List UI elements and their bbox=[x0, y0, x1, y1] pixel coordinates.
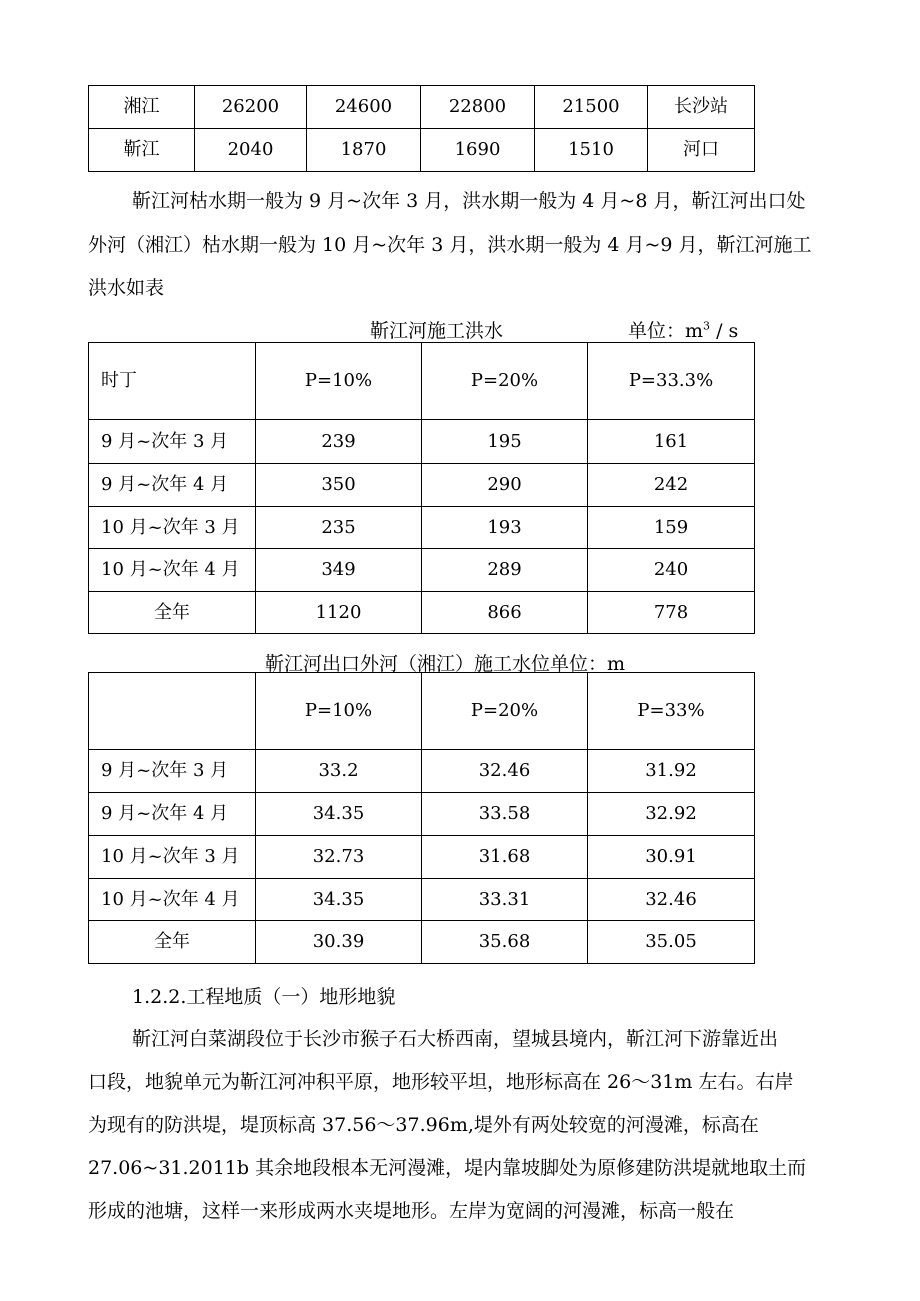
period-cell: 10 月~次年 3 月 bbox=[89, 507, 256, 549]
river-name-cell: 靳江 bbox=[89, 129, 195, 172]
table-row bbox=[89, 129, 755, 172]
table-cell: 349 bbox=[256, 549, 422, 592]
table-cell: 32.73 bbox=[256, 836, 422, 879]
section-heading: 1.2.2.工程地质（一）地形地貌 bbox=[132, 986, 396, 1008]
table-cell: 26200 bbox=[195, 86, 307, 129]
paragraph-line: 口段，地貌单元为靳江河冲积平原，地形较平坦，地形标高在 26～31m 左右。右岸 bbox=[88, 1071, 794, 1093]
table-cell: 33.31 bbox=[422, 879, 588, 921]
paragraph-line: 洪水如表 bbox=[88, 277, 165, 299]
table-cell: 290 bbox=[422, 464, 588, 507]
table-cell: 242 bbox=[588, 464, 755, 507]
table-cell: 235 bbox=[256, 507, 422, 549]
table-cell: 195 bbox=[422, 420, 588, 464]
table-row bbox=[89, 921, 755, 964]
table-construction-flood bbox=[88, 342, 755, 634]
table-cell: 34.35 bbox=[256, 879, 422, 921]
table-cell: 35.05 bbox=[588, 921, 755, 964]
paragraph-line: 外河（湘江）枯水期一般为 10 月~次年 3 月，洪水期一般为 4 月~9 月，靳江河施工 bbox=[88, 234, 812, 256]
table-cell: 240 bbox=[588, 549, 755, 592]
table-row bbox=[89, 464, 755, 507]
paragraph-line: 靳江河白菜湖段位于长沙市猴子石大桥西南，望城县境内，靳江河下游靠近出 bbox=[132, 1028, 779, 1050]
table-cell: 34.35 bbox=[256, 793, 422, 836]
table-cell: 161 bbox=[588, 420, 755, 464]
header-cell: P=10% bbox=[256, 673, 422, 750]
table-cell: 30.91 bbox=[588, 836, 755, 879]
table-cell: 31.68 bbox=[422, 836, 588, 879]
table-cell: 2040 bbox=[195, 129, 307, 172]
table-row bbox=[89, 793, 755, 836]
header-cell: P=33.3% bbox=[588, 343, 755, 420]
table-row bbox=[89, 86, 755, 129]
table-unit: 单位：$m^3$ / s bbox=[628, 319, 739, 342]
table-row bbox=[89, 879, 755, 921]
table-row bbox=[89, 507, 755, 549]
table-cell: 32.92 bbox=[588, 793, 755, 836]
period-cell: 10 月~次年 3 月 bbox=[89, 836, 256, 879]
table-cell: 22800 bbox=[421, 86, 535, 129]
header-cell: 时丁 bbox=[89, 343, 256, 420]
header-cell: P=10% bbox=[256, 343, 422, 420]
table-cell: 778 bbox=[588, 592, 755, 634]
river-name-cell: 湘江 bbox=[89, 86, 195, 129]
table-cell: 21500 bbox=[535, 86, 648, 129]
period-cell: 9 月~次年 3 月 bbox=[89, 750, 256, 793]
table-cell: 1690 bbox=[421, 129, 535, 172]
period-cell: 9 月~次年 3 月 bbox=[89, 420, 256, 464]
table-cell: 1510 bbox=[535, 129, 648, 172]
period-cell: 全年 bbox=[89, 921, 256, 964]
header-cell: P=20% bbox=[422, 343, 588, 420]
table-row bbox=[89, 549, 755, 592]
paragraph-line: 形成的池塘，这样一来形成两水夹堤地形。左岸为宽阔的河漫滩，标高一般在 bbox=[88, 1200, 735, 1222]
table-cell: 24600 bbox=[307, 86, 421, 129]
table-cell: 866 bbox=[422, 592, 588, 634]
table-construction-water-level bbox=[88, 672, 755, 964]
table-header-row bbox=[89, 673, 755, 750]
paragraph-line: 为现有的防洪堤，堤顶标高 37.56～37.96m,堤外有两处较宽的河漫滩，标高在 bbox=[88, 1114, 759, 1136]
table-cell: 1120 bbox=[256, 592, 422, 634]
table-row bbox=[89, 750, 755, 793]
table-cell: 350 bbox=[256, 464, 422, 507]
table-cell: 289 bbox=[422, 549, 588, 592]
table-row bbox=[89, 420, 755, 464]
period-cell: 10 月~次年 4 月 bbox=[89, 549, 256, 592]
paragraph-line: 靳江河枯水期一般为 9 月~次年 3 月，洪水期一般为 4 月~8 月，靳江河出口处 bbox=[132, 190, 806, 212]
table-cell: 1870 bbox=[307, 129, 421, 172]
header-cell: P=33% bbox=[588, 673, 755, 750]
table-cell: 32.46 bbox=[588, 879, 755, 921]
paragraph-line: 27.06~31.2011b 其余地段根本无河漫滩，堤内靠坡脚处为原修建防洪堤就地取土而 bbox=[88, 1157, 807, 1179]
table-title: 靳江河出口外河（湘江）施工水位单位：m bbox=[265, 653, 626, 675]
table-cell: 239 bbox=[256, 420, 422, 464]
table-river-flow bbox=[88, 85, 755, 172]
period-cell: 9 月~次年 4 月 bbox=[89, 793, 256, 836]
table-cell: 193 bbox=[422, 507, 588, 549]
table-cell: 33.2 bbox=[256, 750, 422, 793]
period-cell: 全年 bbox=[89, 592, 256, 634]
station-cell: 河口 bbox=[648, 129, 755, 172]
table-cell: 35.68 bbox=[422, 921, 588, 964]
period-cell: 9 月~次年 4 月 bbox=[89, 464, 256, 507]
period-cell: 10 月~次年 4 月 bbox=[89, 879, 256, 921]
table-row bbox=[89, 592, 755, 634]
table-header-row bbox=[89, 343, 755, 420]
header-cell bbox=[89, 673, 256, 750]
table-row bbox=[89, 836, 755, 879]
table-cell: 30.39 bbox=[256, 921, 422, 964]
table-cell: 159 bbox=[588, 507, 755, 549]
table-title: 靳江河施工洪水 bbox=[370, 320, 504, 342]
table-cell: 33.58 bbox=[422, 793, 588, 836]
table-cell: 32.46 bbox=[422, 750, 588, 793]
station-cell: 长沙站 bbox=[648, 86, 755, 129]
table-cell: 31.92 bbox=[588, 750, 755, 793]
header-cell: P=20% bbox=[422, 673, 588, 750]
